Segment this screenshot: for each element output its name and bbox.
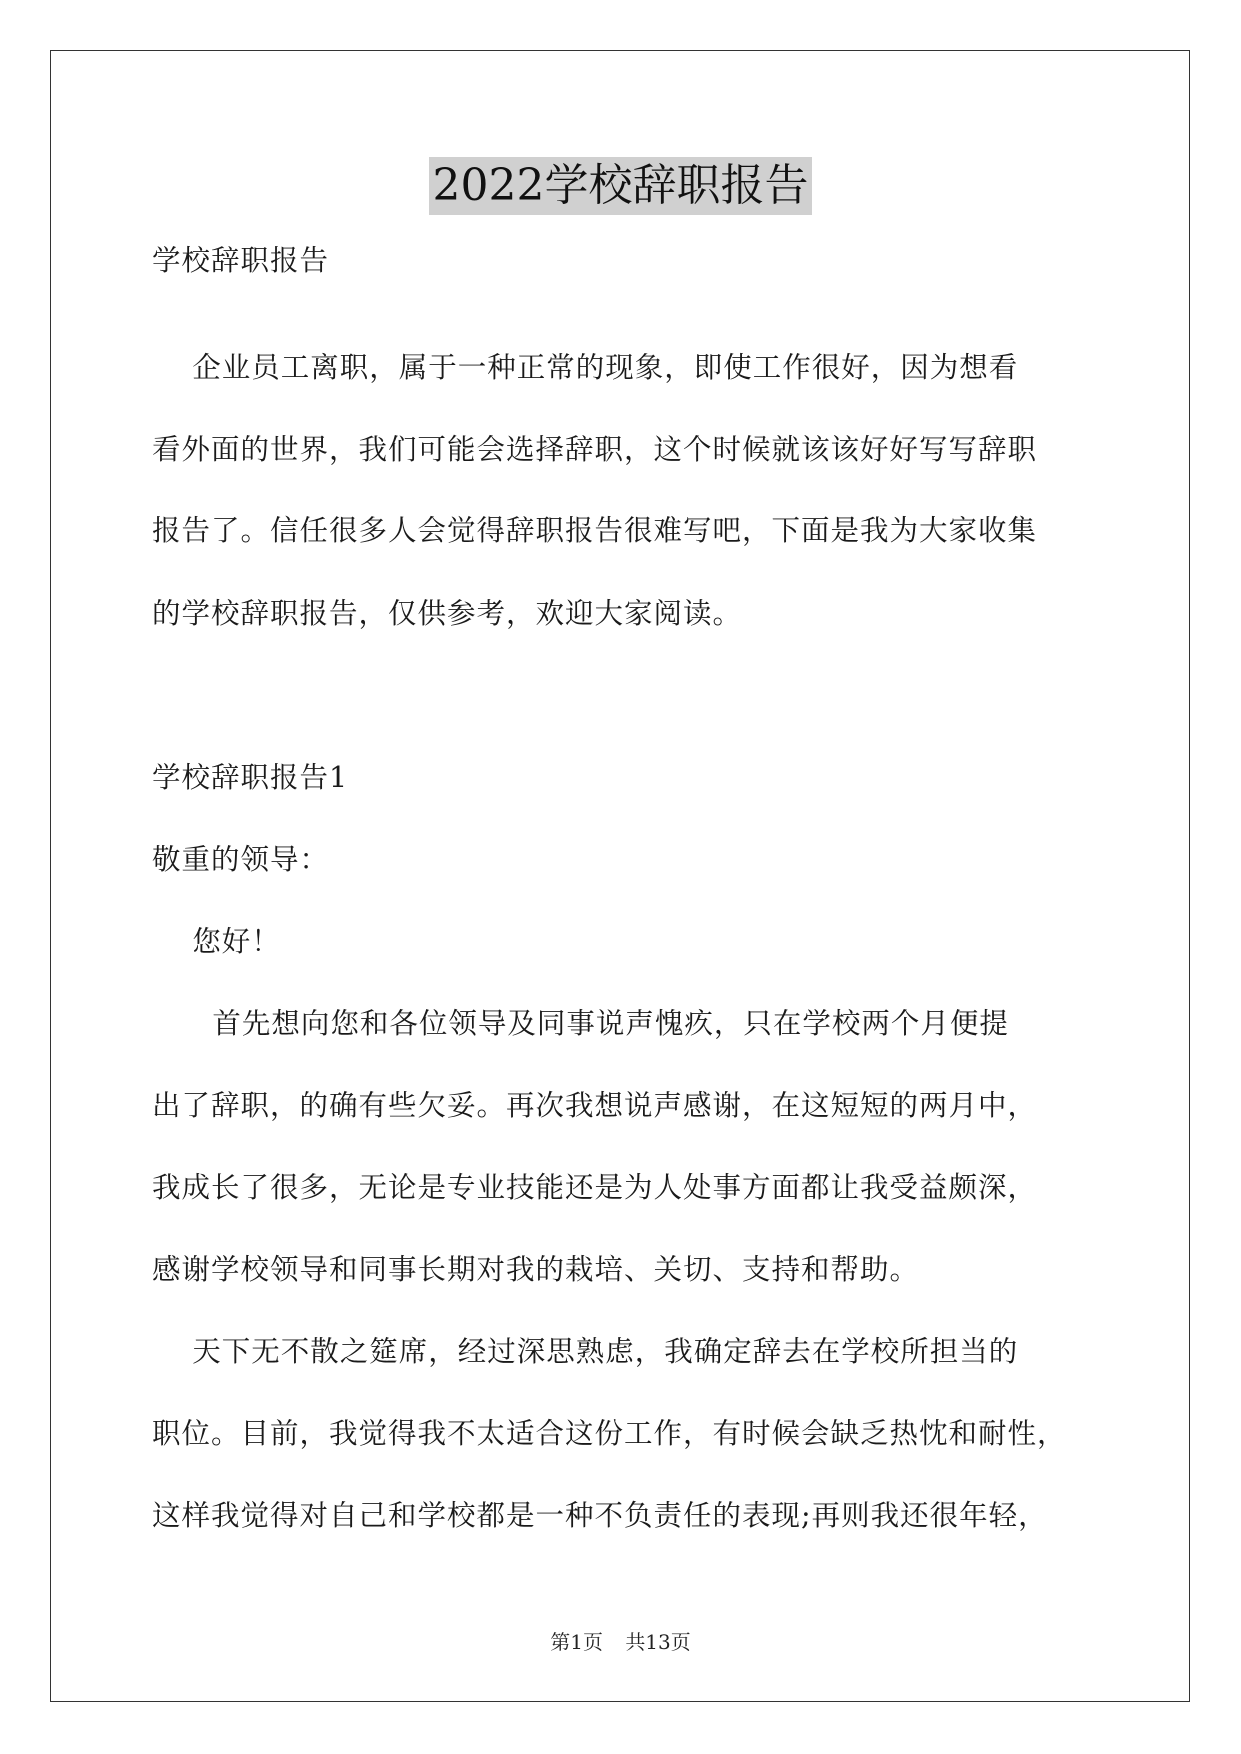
greeting: 您好！ [152, 925, 281, 958]
page-total: 共13页 [625, 1630, 691, 1654]
text-line-1: 企业员工离职，属于一种正常的现象，即使工作很好，因为想看 [152, 351, 1019, 384]
text-line-4: 的学校辞职报告，仅供参考，欢迎大家阅读。 [152, 597, 743, 630]
text-line-0: 学校辞职报告 [152, 244, 330, 277]
title-wrap [0, 157, 1241, 215]
page-footer [0, 1629, 1241, 1655]
document-title: 2022学校辞职报告 [429, 157, 813, 215]
text-line-9: 出了辞职，的确有些欠妥。再次我想说声感谢，在这短短的两月中， [152, 1089, 1038, 1122]
text-line-3: 报告了。信任很多人会觉得辞职报告很难写吧，下面是我为大家收集 [152, 514, 1038, 547]
text-line-12: 天下无不散之筵席，经过深思熟虑，我确定辞去在学校所担当的 [152, 1335, 1019, 1368]
page-number: 第1页 [550, 1630, 603, 1654]
text-line-8: 首先想向您和各位领导及同事说声愧疚，只在学校两个月便提 [152, 1007, 1009, 1040]
text-line-14: 这样我觉得对自己和学校都是一种不负责任的表现;再则我还很年轻， [152, 1499, 1048, 1532]
text-line-11: 感谢学校领导和同事长期对我的栽培、关切、支持和帮助。 [152, 1253, 920, 1286]
text-line-13: 职位。目前，我觉得我不太适合这份工作，有时候会缺乏热忱和耐性， [152, 1417, 1067, 1450]
text-line-10: 我成长了很多，无论是专业技能还是为人处事方面都让我受益颇深， [152, 1171, 1038, 1204]
salutation: 敬重的领导： [152, 843, 330, 876]
text-line-2: 看外面的世界，我们可能会选择辞职，这个时候就该该好好写写辞职 [152, 433, 1038, 466]
section-heading: 学校辞职报告1 [152, 761, 349, 794]
